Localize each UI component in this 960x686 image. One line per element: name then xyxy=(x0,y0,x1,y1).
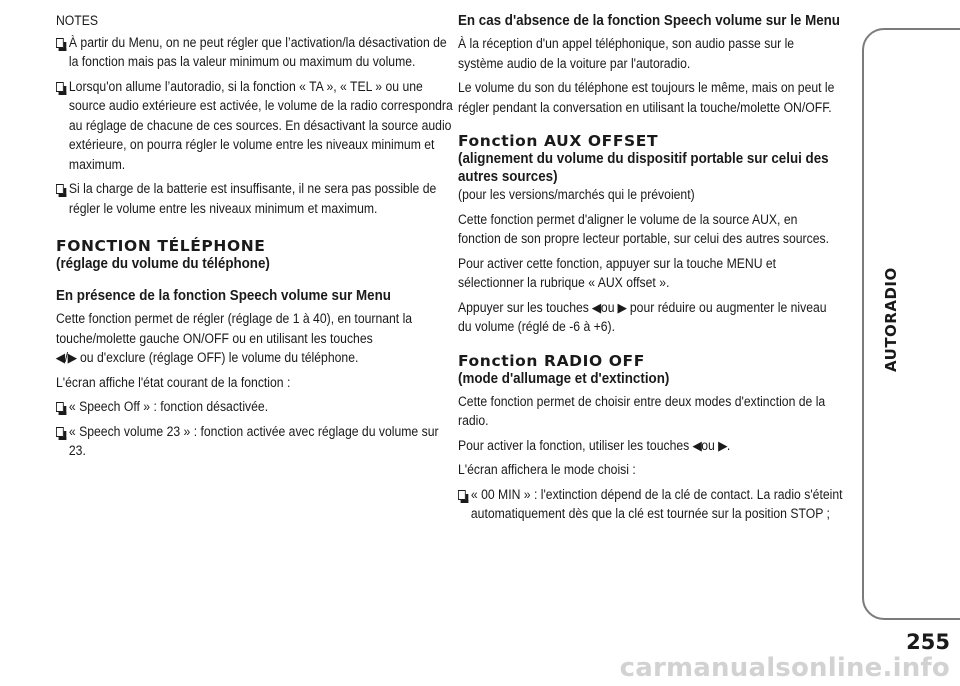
checkbox-bullet-icon xyxy=(56,38,64,48)
radio-off-item-text: « 00 MIN » : l'extinction dépend de la clé de contact. La radio s'éteint automatiquement dès que la clé est tournée sur la position STOP ; xyxy=(470,486,843,522)
note-item xyxy=(56,180,454,219)
no-speech-paragraph-1: À la réception d'un appel téléphonique, son audio passe sur le système audio de la voiture par l'autoradio. xyxy=(458,36,795,72)
note-text: Lorsqu'on allume l’autoradio, si la fonction « TA », « TEL » ou une source audio extérieure est activée, le volume de la radio correspondra au réglage de chacune de ces sources. En désactivant la source audio extérieure, on pourra régler le volume entre les niveaux minimum et maximum. xyxy=(68,78,453,173)
checkbox-bullet-icon xyxy=(56,402,64,412)
radio-off-p2-or: ou xyxy=(701,437,715,454)
screen-state-text: L'écran affiche l'état courant de la fonction : xyxy=(56,374,291,391)
right-column xyxy=(458,12,842,530)
speech-menu-text-b: ou d'exclure (réglage OFF) le volume du téléphone. xyxy=(79,350,359,366)
state-item xyxy=(56,423,454,462)
checkbox-bullet-icon xyxy=(56,427,64,437)
right-arrow-icon: ▶ xyxy=(67,350,78,365)
radio-off-title: Fonction RADIO OFF xyxy=(458,351,645,370)
aux-paragraph-3 xyxy=(458,299,841,338)
aux-offset-title: Fonction AUX OFFSET xyxy=(458,132,659,150)
aux-offset-subtitle: (alignement du volume du dispositif portable sur celui des autres sources) xyxy=(458,150,829,185)
left-column xyxy=(55,12,453,467)
no-speech-paragraph-2: Le volume du son du téléphone est toujours le même, mais on peut le régler pendant la conversation en utilisant la touche/molette ON/OFF. xyxy=(458,80,835,116)
aux-versions-note: (pour les versions/marchés qui le prévoient) xyxy=(458,187,695,203)
no-speech-title: En cas d'absence de la fonction Speech volume sur le Menu xyxy=(458,12,840,29)
radio-off-paragraph-2 xyxy=(458,437,841,457)
speech-menu-title: En présence de la fonction Speech volume sur Menu xyxy=(56,287,391,304)
notes-title: NOTES xyxy=(56,13,99,29)
note-item xyxy=(56,78,454,176)
section-side-tab-label: AUTORADIO xyxy=(882,267,900,372)
right-arrow-icon: ▶ xyxy=(617,299,627,315)
left-arrow-icon: ◀ xyxy=(55,350,66,365)
checkbox-bullet-icon xyxy=(56,82,64,92)
state-item xyxy=(56,398,454,418)
checkbox-bullet-icon xyxy=(56,184,64,194)
radio-off-item xyxy=(458,486,854,525)
aux-p3-or: ou xyxy=(600,299,615,316)
radio-off-subtitle: (mode d'allumage et d'extinction) xyxy=(458,369,670,387)
state-text: « Speech volume 23 » : fonction activée avec réglage du volume sur 23. xyxy=(68,423,439,459)
aux-paragraph-2: Pour activer cette fonction, appuyer sur la touche MENU et sélectionner la rubrique « AUX offset ». xyxy=(458,255,777,291)
note-text: Si la charge de la batterie est insuffisante, il ne sera pas possible de régler le volume entre les niveaux minimum et maximum. xyxy=(68,181,437,217)
right-arrow-icon: ▶ xyxy=(717,437,728,453)
left-arrow-icon: ◀ xyxy=(591,299,602,315)
phone-function-title: FONCTION TÉLÉPHONE xyxy=(56,237,266,255)
section-side-tab xyxy=(862,28,960,620)
aux-paragraph-1: Cette fonction permet d'aligner le volume de la source AUX, en fonction de son propre lecteur portable, sur celui des autres sources. xyxy=(458,211,829,247)
speech-menu-text: Cette fonction permet de régler (réglage de 1 à 40), en tournant la touche/molette gauche ON/OFF ou en utilisant les touches ◀/▶ ou d'exclure (réglage OFF) le volume du téléphone. xyxy=(55,311,413,366)
speech-menu-text-a: Cette fonction permet de régler (réglage de 1 à 40), en tournant la touche/molette gauche ON/OFF ou en utilisant les touches xyxy=(56,311,413,347)
checkbox-bullet-icon xyxy=(458,490,466,500)
phone-function-subtitle: (réglage du volume du téléphone) xyxy=(56,255,270,272)
radio-off-paragraph-1: Cette fonction permet de choisir entre deux modes d'extinction de la radio. xyxy=(458,393,826,429)
note-text: À partir du Menu, on ne peut régler que l’activation/la désactivation de la fonction mais pas la valeur minimum ou maximum du volume. xyxy=(68,34,447,70)
radio-off-p2-start: Pour activer la fonction, utiliser les touches xyxy=(458,437,690,454)
aux-p3-start: Appuyer sur les touches xyxy=(458,299,589,316)
aux-p3-end: pour réduire ou augmenter le niveau du volume (réglé de -6 à +6). xyxy=(458,299,827,335)
radio-off-paragraph-3: L'écran affichera le mode choisi : xyxy=(458,462,636,478)
page-number: 255 xyxy=(906,630,950,654)
watermark: carmanualsonline.info xyxy=(619,653,950,683)
state-text: « Speech Off » : fonction désactivée. xyxy=(68,399,269,415)
left-arrow-icon: ◀ xyxy=(692,437,702,453)
radio-off-p2-end: . xyxy=(726,437,731,454)
note-item xyxy=(56,34,454,73)
